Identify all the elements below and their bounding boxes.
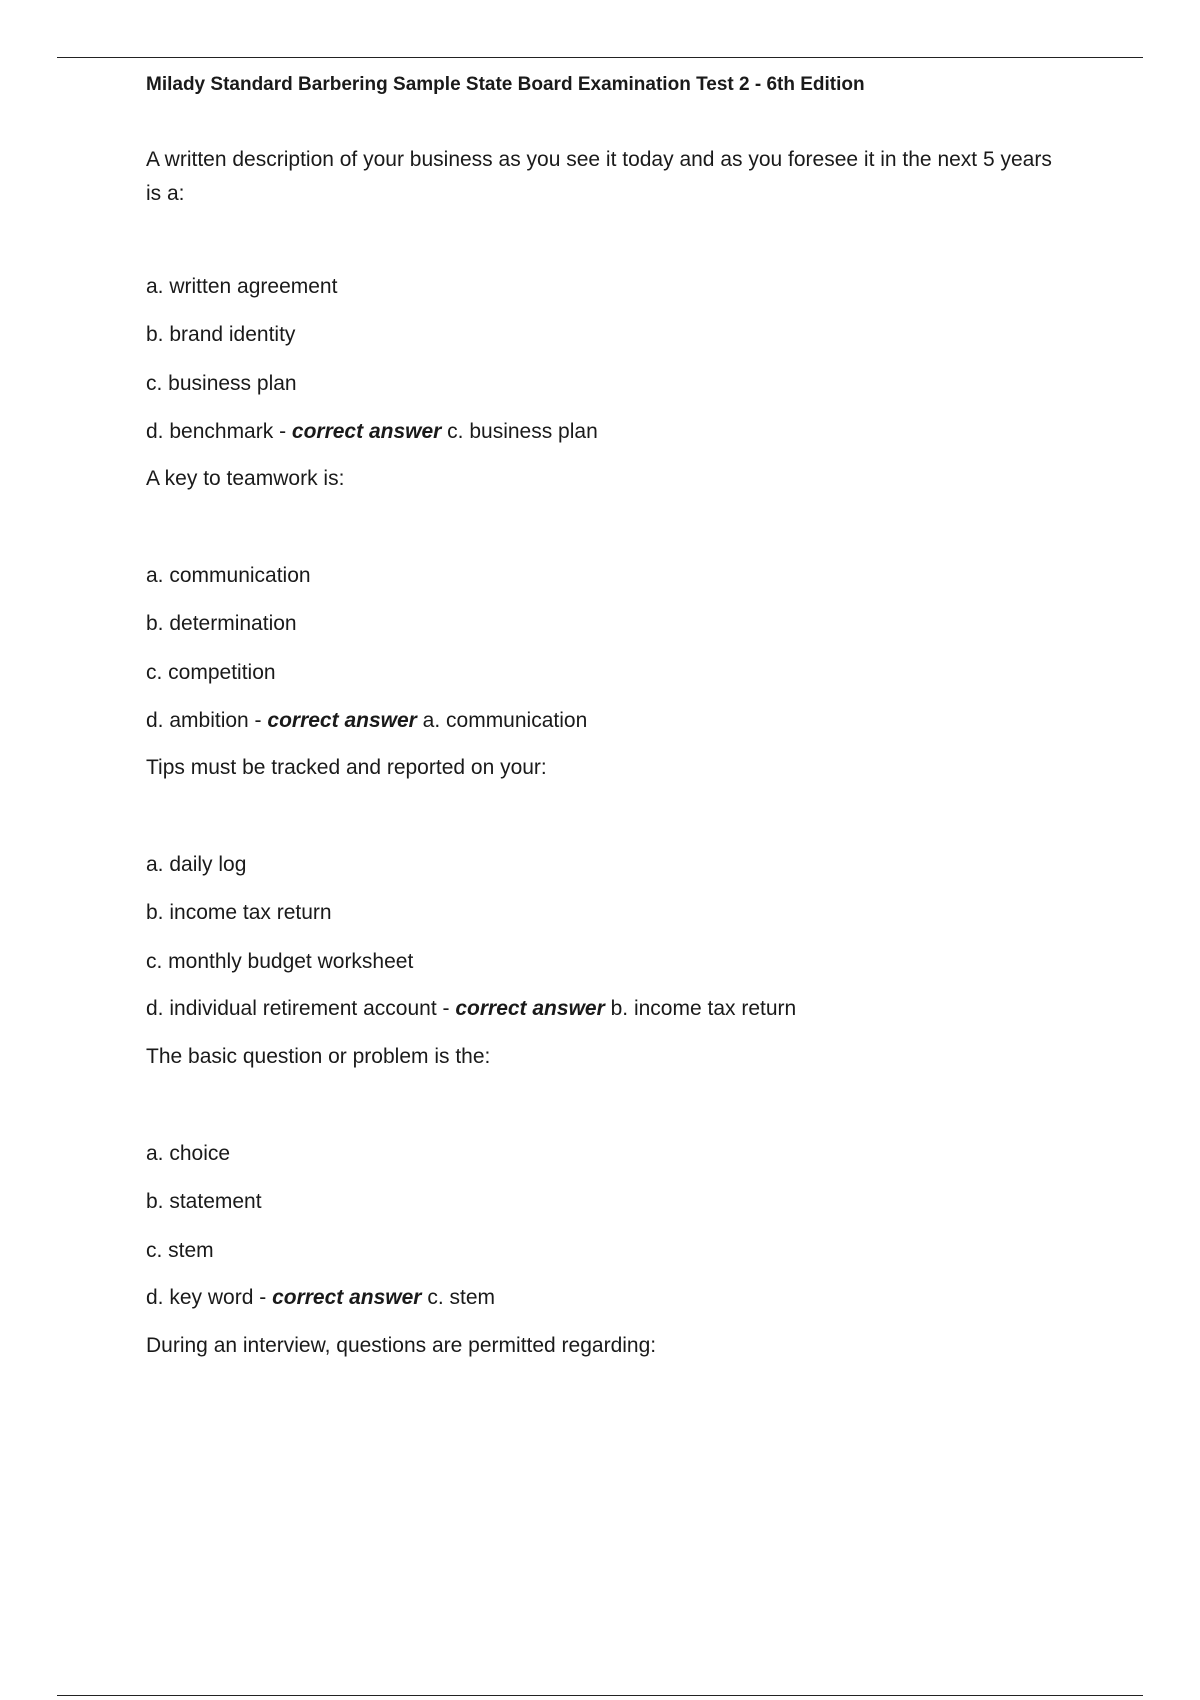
q2-answer-label: correct answer — [267, 709, 417, 732]
question-3: Tips must be tracked and reported on your: — [146, 756, 547, 779]
q1-option-d — [146, 415, 598, 449]
top-rule — [57, 57, 1143, 58]
q3-answer-label: correct answer — [455, 997, 605, 1020]
question-1: A written description of your business as you see it today and as you foresee it in the next 5 years is a: — [146, 148, 1052, 205]
q1-answer: c. business plan — [447, 420, 598, 443]
q3-option-c: c. monthly budget worksheet — [146, 950, 414, 973]
q1-option-d-text: d. benchmark - — [146, 420, 287, 443]
q2-option-d-text: d. ambition - — [146, 709, 262, 732]
q4-option-d — [146, 1281, 495, 1315]
question-4: The basic question or problem is the: — [146, 1045, 491, 1068]
q4-option-a: a. choice — [146, 1142, 231, 1165]
q4-answer: c. stem — [427, 1286, 496, 1309]
bottom-rule — [57, 1695, 1143, 1696]
q4-option-d-text: d. key word - — [146, 1286, 267, 1309]
q1-option-a: a. written agreement — [146, 275, 338, 298]
q4-option-c: c. stem — [146, 1239, 214, 1262]
q4-answer-label: correct answer — [272, 1286, 422, 1309]
q4-option-b: b. statement — [146, 1190, 262, 1213]
q1-option-c: c. business plan — [146, 372, 297, 395]
question-5: During an interview, questions are permitted regarding: — [146, 1334, 657, 1357]
q1-option-b: b. brand identity — [146, 323, 296, 346]
question-2: A key to teamwork is: — [146, 467, 345, 490]
q2-option-c: c. competition — [146, 661, 276, 684]
q2-option-b: b. determination — [146, 612, 297, 635]
q2-option-a: a. communication — [146, 564, 311, 587]
q2-answer: a. communication — [422, 709, 588, 732]
document-title: Milady Standard Barbering Sample State Board Examination Test 2 - 6th Edition — [146, 74, 865, 95]
q1-answer-label: correct answer — [291, 420, 442, 443]
q3-option-a: a. daily log — [146, 853, 247, 876]
q3-option-d — [146, 992, 796, 1026]
q3-answer: b. income tax return — [610, 997, 797, 1020]
q3-option-d-text: d. individual retirement account - — [146, 997, 450, 1020]
q2-option-d — [146, 704, 587, 738]
q3-option-b: b. income tax return — [146, 901, 332, 924]
